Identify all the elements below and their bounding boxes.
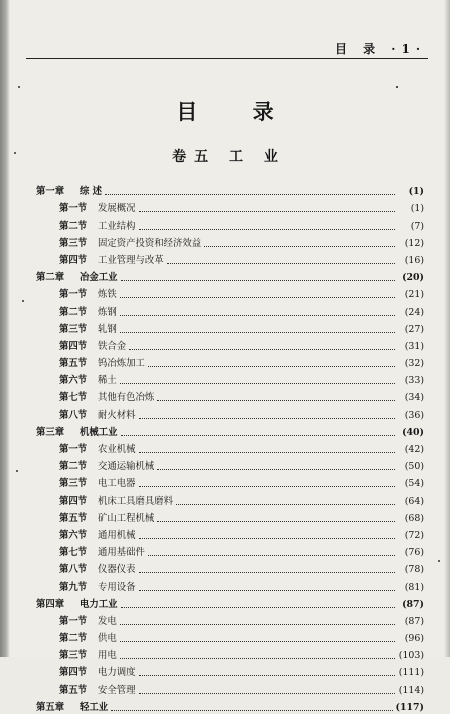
toc-entry-title: 工业结构 bbox=[98, 220, 136, 232]
toc-page-number: (34) bbox=[404, 392, 424, 404]
toc-entry-label: 第一章 bbox=[36, 186, 65, 198]
toc-entry-label: 第三节 bbox=[59, 478, 88, 490]
toc-page-number: (76) bbox=[404, 547, 424, 559]
dot-leader bbox=[157, 400, 395, 401]
toc-entry-label: 第三章 bbox=[36, 426, 65, 438]
dot-leader bbox=[121, 435, 395, 436]
toc-page-number: (111) bbox=[398, 667, 424, 679]
toc-section-row bbox=[36, 353, 424, 370]
dot-leader bbox=[121, 607, 395, 608]
toc-entry-label: 第四节 bbox=[59, 495, 88, 507]
toc-page-number: (42) bbox=[404, 444, 424, 455]
toc-entry-title: 轻工业 bbox=[80, 701, 109, 713]
toc-entry-title: 机床工具磨具磨料 bbox=[98, 495, 174, 507]
toc-entry-label: 第八节 bbox=[59, 409, 88, 421]
toc-section-row bbox=[36, 233, 424, 250]
toc-entry-label: 第三节 bbox=[59, 237, 88, 249]
toc-page-number: (1) bbox=[410, 203, 424, 215]
toc-entry-title: 综 述 bbox=[80, 186, 103, 198]
dot-leader bbox=[139, 418, 395, 419]
toc-page-number: (114) bbox=[398, 684, 424, 696]
toc-page-number: (32) bbox=[404, 358, 424, 370]
toc-section-row bbox=[36, 628, 424, 645]
toc-entry-title: 电力工业 bbox=[80, 598, 118, 610]
scan-speck bbox=[438, 560, 440, 562]
dot-leader bbox=[120, 297, 395, 298]
toc-section-row bbox=[36, 508, 424, 525]
toc-page-number: (72) bbox=[404, 529, 424, 541]
toc-page-number: (50) bbox=[404, 461, 424, 473]
toc-entry-label: 第七节 bbox=[59, 547, 88, 559]
toc-section-row bbox=[36, 215, 424, 232]
toc-page-number: (117) bbox=[395, 701, 424, 713]
toc-entry-label: 第二节 bbox=[59, 461, 88, 473]
table-of-contents bbox=[36, 181, 424, 714]
toc-section-row bbox=[36, 542, 424, 559]
toc-entry-title: 仪器仪表 bbox=[98, 564, 136, 576]
dot-leader bbox=[139, 211, 395, 212]
toc-page-number: (68) bbox=[404, 512, 424, 524]
dot-leader bbox=[120, 624, 395, 625]
toc-entry-label: 第二节 bbox=[59, 306, 88, 318]
toc-entry-title: 交通运输机械 bbox=[98, 461, 155, 473]
dot-leader bbox=[111, 710, 392, 711]
dot-leader bbox=[129, 349, 395, 350]
toc-section-row bbox=[36, 336, 424, 353]
toc-entry-title: 通用机械 bbox=[98, 529, 136, 541]
toc-entry-title: 钨冶炼加工 bbox=[98, 358, 145, 370]
toc-section-row bbox=[36, 439, 424, 456]
dot-leader bbox=[139, 572, 395, 573]
toc-entry-label: 第三节 bbox=[59, 650, 88, 662]
dot-leader bbox=[120, 658, 395, 659]
toc-entry-label: 第一节 bbox=[59, 444, 88, 455]
scan-speck bbox=[22, 300, 24, 302]
toc-chapter-row bbox=[36, 422, 424, 439]
toc-entry-label: 第六节 bbox=[59, 375, 88, 387]
toc-page-number: (87) bbox=[404, 615, 424, 627]
toc-section-row bbox=[36, 662, 424, 679]
toc-page-number: (1) bbox=[408, 186, 424, 198]
toc-entry-title: 稀土 bbox=[98, 375, 117, 387]
toc-entry-title: 矿山工程机械 bbox=[98, 512, 155, 524]
toc-entry-title: 用电 bbox=[98, 650, 117, 662]
toc-section-row bbox=[36, 679, 424, 696]
toc-section-row bbox=[36, 611, 424, 628]
dot-leader bbox=[148, 555, 395, 556]
toc-entry-label: 第二章 bbox=[36, 272, 65, 284]
toc-entry-title: 炼铁 bbox=[98, 289, 117, 301]
toc-entry-title: 专用设备 bbox=[98, 581, 136, 593]
dot-leader bbox=[121, 280, 395, 281]
toc-chapter-row bbox=[36, 267, 424, 284]
toc-entry-title: 农业机械 bbox=[98, 444, 136, 455]
toc-page-number: (27) bbox=[404, 323, 424, 335]
toc-entry-title: 其他有色冶炼 bbox=[98, 392, 155, 404]
dot-leader bbox=[120, 641, 395, 642]
toc-page-number: (24) bbox=[404, 306, 424, 318]
toc-chapter-row bbox=[36, 594, 424, 611]
scan-speck bbox=[18, 86, 20, 88]
dot-leader bbox=[120, 315, 395, 316]
toc-entry-title: 通用基础件 bbox=[98, 547, 145, 559]
dot-leader bbox=[105, 194, 395, 195]
toc-section-row bbox=[36, 404, 424, 421]
toc-entry-title: 炼钢 bbox=[98, 306, 117, 318]
toc-section-row bbox=[36, 645, 424, 662]
dot-leader bbox=[139, 486, 395, 487]
toc-entry-title: 电工电器 bbox=[98, 478, 136, 490]
dot-leader bbox=[157, 521, 395, 522]
toc-entry-title: 供电 bbox=[98, 633, 117, 645]
toc-entry-title: 机械工业 bbox=[80, 426, 118, 438]
toc-page-number: (33) bbox=[404, 375, 424, 387]
toc-page-number: (81) bbox=[404, 581, 424, 593]
toc-entry-label: 第四节 bbox=[59, 340, 88, 352]
toc-section-row bbox=[36, 387, 424, 404]
toc-page-number: (16) bbox=[404, 254, 424, 266]
toc-entry-label: 第七节 bbox=[59, 392, 88, 404]
toc-entry-title: 耐火材料 bbox=[98, 409, 136, 421]
toc-page-number: (103) bbox=[398, 650, 424, 662]
dot-leader bbox=[139, 229, 395, 230]
toc-section-row bbox=[36, 319, 424, 336]
toc-entry-label: 第五节 bbox=[59, 358, 88, 370]
toc-entry-title: 轧钢 bbox=[98, 323, 117, 335]
toc-entry-label: 第五章 bbox=[36, 701, 65, 713]
toc-section-row bbox=[36, 473, 424, 490]
dot-leader bbox=[120, 383, 395, 384]
toc-section-row bbox=[36, 301, 424, 318]
toc-section-row bbox=[36, 576, 424, 593]
toc-entry-label: 第四节 bbox=[59, 254, 88, 266]
dot-leader bbox=[139, 452, 395, 453]
toc-entry-title: 冶金工业 bbox=[80, 272, 118, 284]
toc-entry-label: 第六节 bbox=[59, 529, 88, 541]
toc-page-number: (64) bbox=[404, 495, 424, 507]
toc-entry-title: 发电 bbox=[98, 615, 117, 627]
scan-speck bbox=[16, 470, 18, 472]
toc-entry-title: 电力调度 bbox=[98, 667, 136, 679]
toc-entry-label: 第三节 bbox=[59, 323, 88, 335]
toc-entry-label: 第八节 bbox=[59, 564, 88, 576]
dot-leader bbox=[157, 469, 395, 470]
toc-section-row bbox=[36, 284, 424, 301]
toc-chapter-row bbox=[36, 181, 424, 198]
dot-leader bbox=[139, 693, 395, 694]
dot-leader bbox=[176, 504, 395, 505]
toc-entry-title: 工业管理与改革 bbox=[98, 254, 164, 266]
toc-entry-label: 第一节 bbox=[59, 203, 88, 215]
toc-entry-label: 第四节 bbox=[59, 667, 88, 679]
toc-section-row bbox=[36, 198, 424, 215]
toc-entry-label: 第一节 bbox=[59, 615, 88, 627]
toc-page-number: (54) bbox=[404, 478, 424, 490]
toc-entry-label: 第二节 bbox=[59, 633, 88, 645]
dot-leader bbox=[139, 675, 395, 676]
toc-page-number: (21) bbox=[404, 289, 424, 301]
dot-leader bbox=[139, 590, 395, 591]
scan-speck bbox=[14, 152, 16, 154]
toc-page-number: (78) bbox=[404, 564, 424, 576]
toc-entry-label: 第一节 bbox=[59, 289, 88, 301]
toc-page-number: (7) bbox=[410, 220, 424, 232]
toc-page-number: (87) bbox=[402, 598, 424, 610]
scan-speck bbox=[396, 86, 398, 88]
dot-leader bbox=[120, 332, 395, 333]
page-title: 目 录 bbox=[176, 99, 298, 124]
dot-leader bbox=[167, 263, 395, 264]
toc-section-row bbox=[36, 559, 424, 576]
toc-section-row bbox=[36, 370, 424, 387]
toc-entry-title: 固定资产投资和经济效益 bbox=[98, 237, 202, 249]
toc-section-row bbox=[36, 490, 424, 507]
running-header: 目 录 ·1· bbox=[334, 42, 426, 56]
toc-chapter-row bbox=[36, 697, 424, 714]
toc-page-number: (36) bbox=[404, 409, 424, 421]
toc-entry-label: 第四章 bbox=[36, 598, 65, 610]
toc-section-row bbox=[36, 525, 424, 542]
dot-leader bbox=[139, 538, 395, 539]
toc-entry-title: 发展概况 bbox=[98, 203, 136, 215]
toc-entry-title: 铁合金 bbox=[98, 340, 127, 352]
toc-page-number: (31) bbox=[404, 340, 424, 352]
toc-entry-label: 第五节 bbox=[59, 684, 88, 696]
header-rule bbox=[26, 58, 428, 59]
dot-leader bbox=[148, 366, 395, 367]
toc-entry-label: 第九节 bbox=[59, 581, 88, 593]
toc-page-number: (96) bbox=[404, 633, 424, 645]
toc-page-number: (12) bbox=[404, 237, 424, 249]
toc-entry-label: 第二节 bbox=[59, 220, 88, 232]
toc-entry-label: 第五节 bbox=[59, 512, 88, 524]
toc-section-row bbox=[36, 456, 424, 473]
toc-entry-title: 安全管理 bbox=[98, 684, 136, 696]
toc-page-number: (40) bbox=[402, 426, 424, 438]
toc-section-row bbox=[36, 250, 424, 267]
dot-leader bbox=[204, 246, 395, 247]
volume-title: 卷五 工 业 bbox=[172, 149, 286, 165]
toc-page-number: (20) bbox=[402, 272, 424, 284]
